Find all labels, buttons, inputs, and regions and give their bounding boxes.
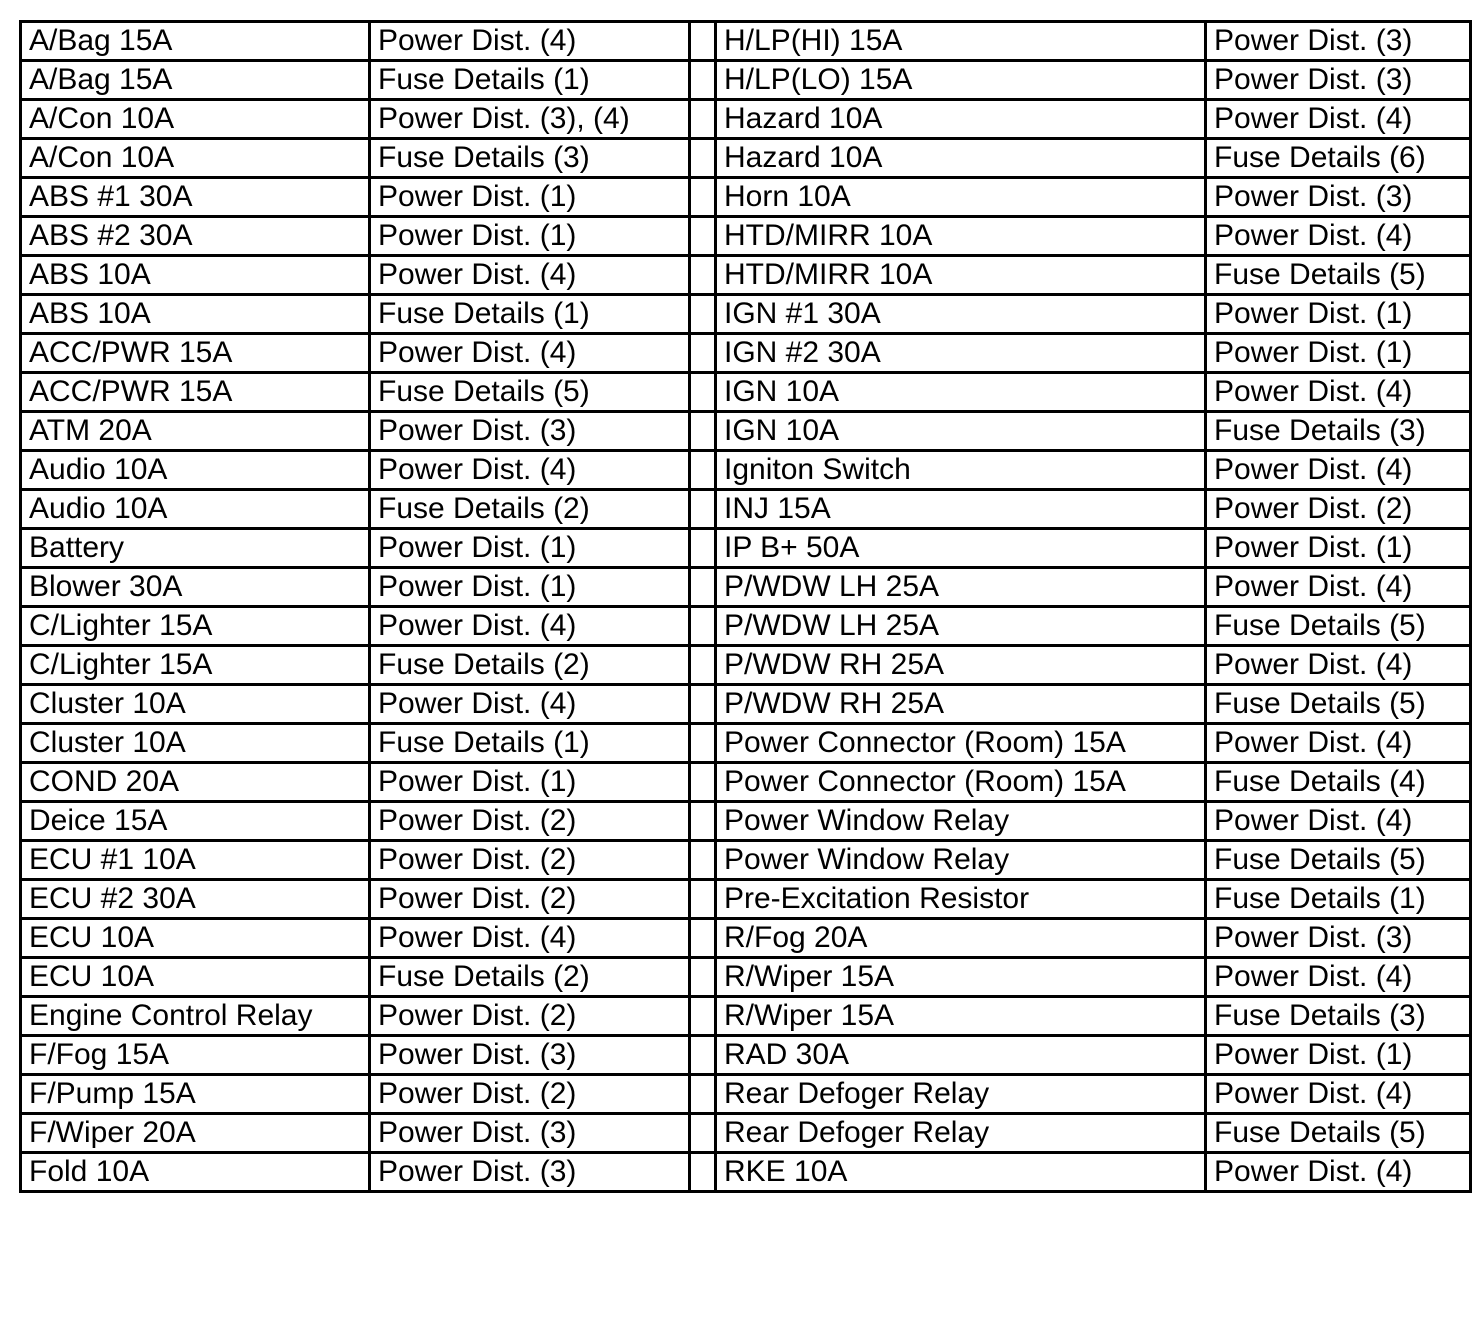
right-reference-cell: Fuse Details (5): [1206, 256, 1471, 295]
column-gap: [690, 1153, 716, 1192]
table-row: [21, 646, 1471, 685]
column-gap: [690, 412, 716, 451]
left-reference-cell: Power Dist. (1): [370, 529, 690, 568]
right-reference-cell: Fuse Details (3): [1206, 412, 1471, 451]
table-row: [21, 412, 1471, 451]
left-item-cell: ABS #2 30A: [21, 217, 370, 256]
right-item-cell: IP B+ 50A: [716, 529, 1206, 568]
right-reference-cell: Power Dist. (1): [1206, 334, 1471, 373]
left-item-cell: A/Bag 15A: [21, 22, 370, 61]
table-row: [21, 958, 1471, 997]
table-row: [21, 139, 1471, 178]
left-reference-cell: Power Dist. (2): [370, 802, 690, 841]
right-item-cell: IGN #1 30A: [716, 295, 1206, 334]
table-row: [21, 490, 1471, 529]
left-reference-cell: Power Dist. (3), (4): [370, 100, 690, 139]
table-row: [21, 373, 1471, 412]
table-row: [21, 529, 1471, 568]
table-row: [21, 919, 1471, 958]
left-item-cell: ACC/PWR 15A: [21, 373, 370, 412]
column-gap: [690, 841, 716, 880]
right-reference-cell: Power Dist. (4): [1206, 724, 1471, 763]
left-reference-cell: Power Dist. (1): [370, 217, 690, 256]
column-gap: [690, 61, 716, 100]
table-row: [21, 217, 1471, 256]
left-item-cell: Cluster 10A: [21, 724, 370, 763]
left-item-cell: Audio 10A: [21, 451, 370, 490]
table-row: [21, 178, 1471, 217]
right-reference-cell: Power Dist. (1): [1206, 1036, 1471, 1075]
right-item-cell: Power Connector (Room) 15A: [716, 763, 1206, 802]
right-item-cell: Igniton Switch: [716, 451, 1206, 490]
column-gap: [690, 139, 716, 178]
column-gap: [690, 100, 716, 139]
right-item-cell: P/WDW RH 25A: [716, 646, 1206, 685]
right-item-cell: P/WDW LH 25A: [716, 607, 1206, 646]
table-row: [21, 568, 1471, 607]
right-reference-cell: Power Dist. (4): [1206, 568, 1471, 607]
left-item-cell: ECU 10A: [21, 919, 370, 958]
column-gap: [690, 997, 716, 1036]
right-reference-cell: Power Dist. (4): [1206, 802, 1471, 841]
left-item-cell: F/Pump 15A: [21, 1075, 370, 1114]
table-row: [21, 880, 1471, 919]
column-gap: [690, 646, 716, 685]
left-reference-cell: Fuse Details (1): [370, 295, 690, 334]
left-item-cell: ACC/PWR 15A: [21, 334, 370, 373]
column-gap: [690, 490, 716, 529]
left-item-cell: ECU #2 30A: [21, 880, 370, 919]
left-item-cell: ECU #1 10A: [21, 841, 370, 880]
right-item-cell: R/Fog 20A: [716, 919, 1206, 958]
right-reference-cell: Power Dist. (4): [1206, 958, 1471, 997]
right-reference-cell: Power Dist. (4): [1206, 646, 1471, 685]
table-row: [21, 1036, 1471, 1075]
table-row: [21, 607, 1471, 646]
left-reference-cell: Power Dist. (1): [370, 763, 690, 802]
right-reference-cell: Fuse Details (5): [1206, 1114, 1471, 1153]
column-gap: [690, 178, 716, 217]
left-item-cell: Deice 15A: [21, 802, 370, 841]
right-reference-cell: Power Dist. (3): [1206, 919, 1471, 958]
right-item-cell: HTD/MIRR 10A: [716, 217, 1206, 256]
table-row: [21, 100, 1471, 139]
table-row: [21, 295, 1471, 334]
right-reference-cell: Power Dist. (4): [1206, 100, 1471, 139]
column-gap: [690, 256, 716, 295]
right-item-cell: Hazard 10A: [716, 139, 1206, 178]
table-row: [21, 802, 1471, 841]
left-reference-cell: Power Dist. (3): [370, 1114, 690, 1153]
right-item-cell: R/Wiper 15A: [716, 958, 1206, 997]
left-reference-cell: Power Dist. (4): [370, 334, 690, 373]
right-reference-cell: Power Dist. (3): [1206, 61, 1471, 100]
right-reference-cell: Power Dist. (2): [1206, 490, 1471, 529]
table-row: [21, 997, 1471, 1036]
table-row: [21, 1075, 1471, 1114]
left-reference-cell: Power Dist. (3): [370, 1153, 690, 1192]
table-row: [21, 1114, 1471, 1153]
left-reference-cell: Power Dist. (2): [370, 880, 690, 919]
table-row: [21, 841, 1471, 880]
right-reference-cell: Power Dist. (1): [1206, 295, 1471, 334]
right-item-cell: Horn 10A: [716, 178, 1206, 217]
left-item-cell: Engine Control Relay: [21, 997, 370, 1036]
column-gap: [690, 763, 716, 802]
right-reference-cell: Fuse Details (5): [1206, 607, 1471, 646]
left-item-cell: C/Lighter 15A: [21, 646, 370, 685]
fuse-index-table: [19, 20, 1472, 1193]
right-item-cell: H/LP(HI) 15A: [716, 22, 1206, 61]
column-gap: [690, 1075, 716, 1114]
left-item-cell: Blower 30A: [21, 568, 370, 607]
right-item-cell: P/WDW LH 25A: [716, 568, 1206, 607]
left-reference-cell: Power Dist. (3): [370, 1036, 690, 1075]
left-item-cell: ABS #1 30A: [21, 178, 370, 217]
column-gap: [690, 1036, 716, 1075]
right-item-cell: Power Connector (Room) 15A: [716, 724, 1206, 763]
column-gap: [690, 568, 716, 607]
left-reference-cell: Fuse Details (1): [370, 724, 690, 763]
right-reference-cell: Power Dist. (4): [1206, 373, 1471, 412]
left-reference-cell: Power Dist. (4): [370, 22, 690, 61]
right-reference-cell: Power Dist. (3): [1206, 178, 1471, 217]
right-reference-cell: Fuse Details (1): [1206, 880, 1471, 919]
left-reference-cell: Fuse Details (3): [370, 139, 690, 178]
table-row: [21, 256, 1471, 295]
right-item-cell: Rear Defoger Relay: [716, 1114, 1206, 1153]
column-gap: [690, 607, 716, 646]
right-item-cell: R/Wiper 15A: [716, 997, 1206, 1036]
left-reference-cell: Power Dist. (2): [370, 997, 690, 1036]
right-reference-cell: Fuse Details (6): [1206, 139, 1471, 178]
table-row: [21, 1153, 1471, 1192]
left-reference-cell: Power Dist. (4): [370, 451, 690, 490]
right-reference-cell: Power Dist. (4): [1206, 451, 1471, 490]
right-item-cell: RKE 10A: [716, 1153, 1206, 1192]
right-reference-cell: Power Dist. (3): [1206, 22, 1471, 61]
left-reference-cell: Fuse Details (2): [370, 646, 690, 685]
left-reference-cell: Power Dist. (4): [370, 607, 690, 646]
right-item-cell: IGN 10A: [716, 373, 1206, 412]
table-row: [21, 334, 1471, 373]
left-reference-cell: Fuse Details (1): [370, 61, 690, 100]
left-item-cell: F/Fog 15A: [21, 1036, 370, 1075]
right-item-cell: IGN #2 30A: [716, 334, 1206, 373]
right-item-cell: INJ 15A: [716, 490, 1206, 529]
right-reference-cell: Power Dist. (1): [1206, 529, 1471, 568]
right-item-cell: Power Window Relay: [716, 841, 1206, 880]
right-item-cell: Pre-Excitation Resistor: [716, 880, 1206, 919]
table-row: [21, 22, 1471, 61]
table-row: [21, 763, 1471, 802]
table-row: [21, 61, 1471, 100]
column-gap: [690, 334, 716, 373]
column-gap: [690, 22, 716, 61]
right-item-cell: Hazard 10A: [716, 100, 1206, 139]
left-item-cell: ABS 10A: [21, 295, 370, 334]
left-reference-cell: Fuse Details (5): [370, 373, 690, 412]
left-item-cell: ABS 10A: [21, 256, 370, 295]
column-gap: [690, 958, 716, 997]
left-item-cell: Cluster 10A: [21, 685, 370, 724]
column-gap: [690, 802, 716, 841]
left-item-cell: COND 20A: [21, 763, 370, 802]
column-gap: [690, 724, 716, 763]
left-reference-cell: Fuse Details (2): [370, 958, 690, 997]
column-gap: [690, 1114, 716, 1153]
left-reference-cell: Power Dist. (4): [370, 256, 690, 295]
right-item-cell: Power Window Relay: [716, 802, 1206, 841]
left-item-cell: C/Lighter 15A: [21, 607, 370, 646]
fuse-index-body: [21, 22, 1471, 1192]
column-gap: [690, 919, 716, 958]
left-item-cell: F/Wiper 20A: [21, 1114, 370, 1153]
right-reference-cell: Fuse Details (4): [1206, 763, 1471, 802]
right-item-cell: IGN 10A: [716, 412, 1206, 451]
column-gap: [690, 373, 716, 412]
right-item-cell: Rear Defoger Relay: [716, 1075, 1206, 1114]
left-reference-cell: Power Dist. (1): [370, 568, 690, 607]
right-item-cell: RAD 30A: [716, 1036, 1206, 1075]
left-reference-cell: Power Dist. (4): [370, 919, 690, 958]
left-item-cell: Fold 10A: [21, 1153, 370, 1192]
right-reference-cell: Fuse Details (5): [1206, 685, 1471, 724]
column-gap: [690, 685, 716, 724]
right-item-cell: H/LP(LO) 15A: [716, 61, 1206, 100]
left-reference-cell: Power Dist. (4): [370, 685, 690, 724]
left-reference-cell: Power Dist. (2): [370, 841, 690, 880]
column-gap: [690, 451, 716, 490]
right-reference-cell: Power Dist. (4): [1206, 1075, 1471, 1114]
left-item-cell: ATM 20A: [21, 412, 370, 451]
left-item-cell: A/Bag 15A: [21, 61, 370, 100]
table-row: [21, 724, 1471, 763]
column-gap: [690, 295, 716, 334]
left-reference-cell: Power Dist. (2): [370, 1075, 690, 1114]
right-item-cell: P/WDW RH 25A: [716, 685, 1206, 724]
column-gap: [690, 880, 716, 919]
left-item-cell: ECU 10A: [21, 958, 370, 997]
column-gap: [690, 529, 716, 568]
column-gap: [690, 217, 716, 256]
right-reference-cell: Fuse Details (5): [1206, 841, 1471, 880]
table-row: [21, 451, 1471, 490]
table-row: [21, 685, 1471, 724]
left-item-cell: Audio 10A: [21, 490, 370, 529]
right-reference-cell: Power Dist. (4): [1206, 1153, 1471, 1192]
left-item-cell: A/Con 10A: [21, 100, 370, 139]
right-reference-cell: Fuse Details (3): [1206, 997, 1471, 1036]
left-item-cell: Battery: [21, 529, 370, 568]
left-reference-cell: Fuse Details (2): [370, 490, 690, 529]
right-reference-cell: Power Dist. (4): [1206, 217, 1471, 256]
left-item-cell: A/Con 10A: [21, 139, 370, 178]
right-item-cell: HTD/MIRR 10A: [716, 256, 1206, 295]
left-reference-cell: Power Dist. (1): [370, 178, 690, 217]
left-reference-cell: Power Dist. (3): [370, 412, 690, 451]
